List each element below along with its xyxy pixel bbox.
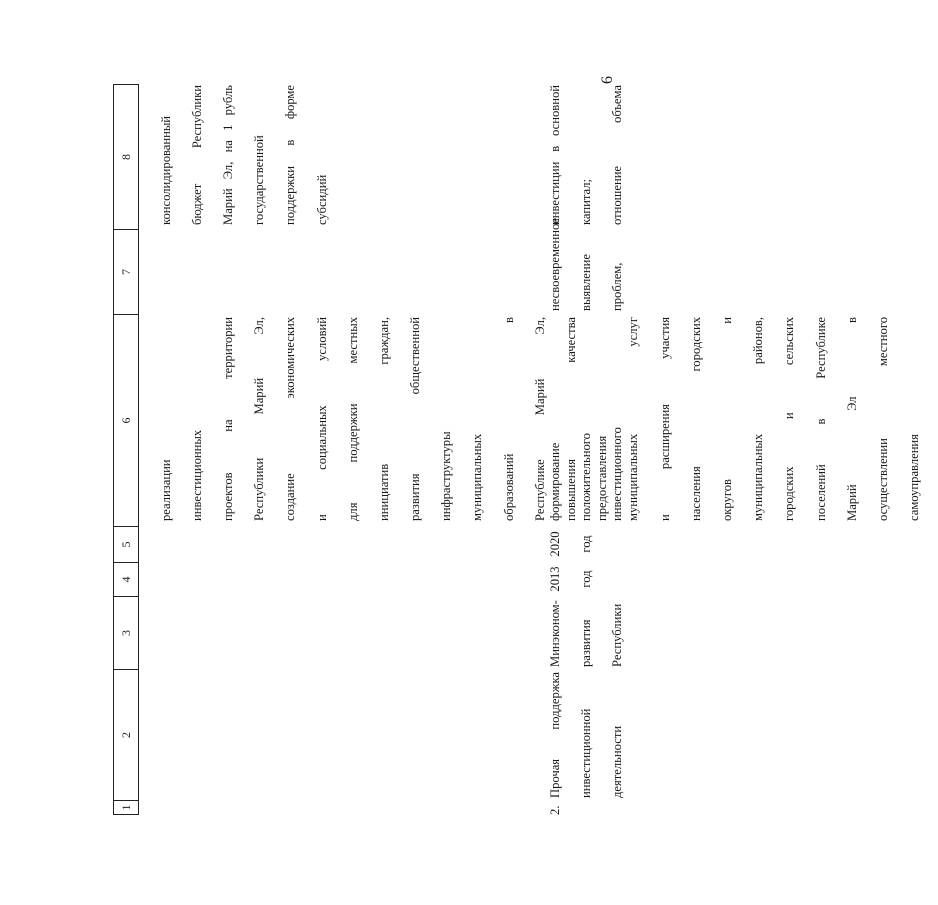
column-number-3: 3 bbox=[119, 630, 133, 636]
cell-row2-col7 bbox=[532, 217, 641, 311]
cell-row2-col5 bbox=[532, 527, 610, 561]
text-line: год bbox=[578, 535, 593, 553]
text-line: поддержки в форме bbox=[283, 85, 298, 225]
cell-row2-col3 bbox=[532, 597, 641, 667]
cell-row2-col2 bbox=[532, 672, 641, 798]
text-line: инициатив граждан, bbox=[376, 317, 391, 521]
text-line: образований в bbox=[501, 317, 516, 521]
text-line: Республике Марий Эл, bbox=[532, 317, 547, 521]
text-line: Прочая поддержка bbox=[547, 672, 562, 798]
column-number-4: 4 bbox=[119, 576, 133, 583]
header-bottom-border bbox=[138, 85, 139, 815]
table-top-border bbox=[113, 85, 114, 815]
text-line: несвоевременное bbox=[547, 217, 562, 311]
text-line: округов и bbox=[719, 317, 734, 521]
text-line: Минэконом- bbox=[547, 600, 562, 667]
text-line: предоставления bbox=[595, 435, 610, 521]
cell-col8-continued bbox=[143, 85, 346, 225]
text-line: выявление bbox=[578, 254, 593, 311]
text-line: инвестиционной bbox=[578, 708, 593, 798]
text-line: бюджет Республики bbox=[189, 85, 204, 225]
text-line: повышения качества bbox=[564, 317, 579, 521]
text-line: 2020 bbox=[547, 531, 562, 557]
page-number: 6 bbox=[599, 76, 616, 84]
column-number-6: 6 bbox=[119, 417, 133, 424]
column-number-2: 2 bbox=[119, 732, 133, 738]
text-line: капитал; bbox=[578, 179, 593, 225]
text-line: инфраструктуры bbox=[439, 431, 454, 521]
text-line: положительного bbox=[578, 433, 593, 521]
text-line: Марий Эл, на 1 рубль bbox=[220, 85, 235, 225]
text-line: инвестиции в основной bbox=[547, 85, 562, 225]
text-line: деятельности bbox=[609, 725, 624, 798]
cell-row2-col4 bbox=[532, 563, 610, 595]
cell-row2-col6 bbox=[532, 317, 641, 521]
text-line: и расширения участия bbox=[657, 317, 672, 521]
text-line: субсидий bbox=[314, 174, 329, 225]
text-line: государственной bbox=[252, 135, 267, 225]
column-number-8: 8 bbox=[119, 154, 133, 160]
text-line: отношение объема bbox=[609, 85, 624, 225]
cell-row2-col8 bbox=[532, 85, 641, 225]
column-number-7: 7 bbox=[119, 269, 133, 275]
text-line: муниципальных bbox=[470, 433, 485, 521]
column-number-1: 1 bbox=[119, 804, 133, 811]
text-line: проектов на территории bbox=[220, 317, 235, 521]
text-line: 2013 bbox=[547, 566, 562, 592]
text-line: инвестиционных bbox=[189, 429, 204, 521]
text-line: реализации bbox=[158, 459, 173, 521]
text-line: самоуправления bbox=[907, 434, 922, 521]
text-line: инвестиционного bbox=[609, 427, 624, 521]
text-line: муниципальных районов, bbox=[751, 317, 766, 521]
text-line: муниципальных услуг bbox=[626, 317, 641, 521]
text-line: Республики bbox=[609, 603, 624, 667]
text-line: Республики Марий Эл, bbox=[252, 317, 267, 521]
col-separator bbox=[113, 814, 139, 815]
cell-row2-number bbox=[532, 801, 579, 815]
text-line: год bbox=[578, 570, 593, 588]
text-line: поселений в Республике bbox=[813, 317, 828, 521]
text-line: консолидированный bbox=[158, 115, 173, 225]
column-number-5: 5 bbox=[119, 541, 133, 548]
text-line: осуществлении местного bbox=[875, 317, 890, 521]
text-line: для поддержки местных bbox=[345, 317, 360, 521]
text-line: создание экономических bbox=[283, 317, 298, 521]
text-line: населения городских bbox=[688, 317, 703, 521]
text-line: формирование bbox=[547, 442, 562, 521]
text-line: проблем, bbox=[609, 262, 624, 311]
row-number: 2. bbox=[547, 805, 562, 815]
text-line: и социальных условий bbox=[314, 317, 329, 521]
text-line: городских и сельских bbox=[782, 317, 797, 521]
text-line: развития bbox=[578, 619, 593, 667]
text-line: развития общественной bbox=[408, 317, 423, 521]
text-line: Марий Эл в bbox=[844, 317, 859, 521]
